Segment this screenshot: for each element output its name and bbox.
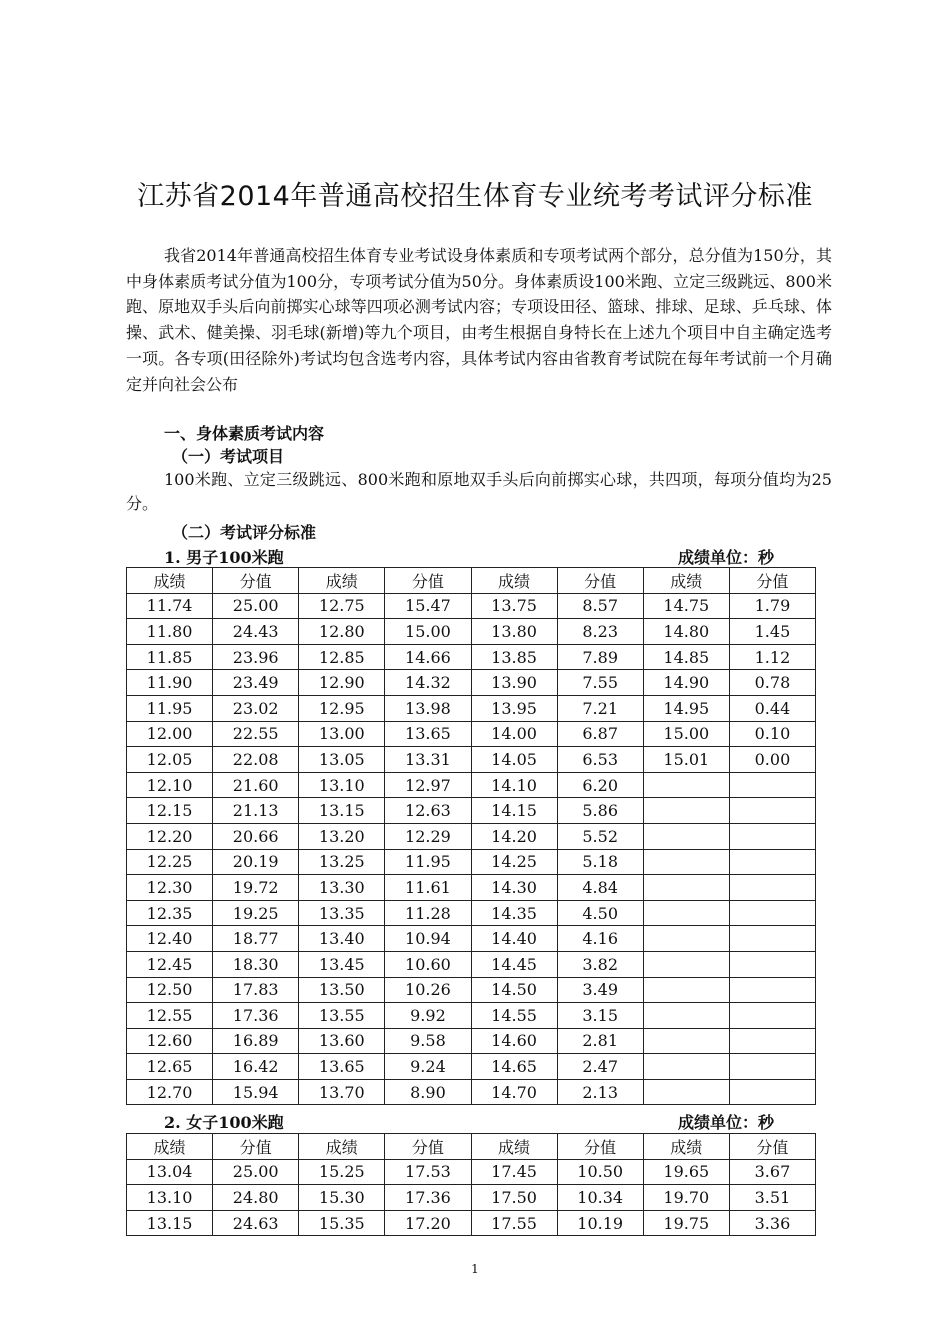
table-cell: 17.45	[471, 1159, 557, 1185]
table-cell: 22.08	[213, 747, 299, 773]
table-cell: 13.55	[299, 1003, 385, 1029]
table-cell: 13.30	[299, 875, 385, 901]
column-header: 分值	[213, 568, 299, 594]
table-cell: 24.80	[213, 1185, 299, 1211]
table-cell: 4.84	[557, 875, 643, 901]
table-cell	[643, 1003, 729, 1029]
table-cell	[643, 1054, 729, 1080]
table-row	[127, 619, 816, 645]
column-header: 成绩	[471, 1134, 557, 1160]
table-row	[127, 823, 816, 849]
subheading-scoring-standard: （二）考试评分标准	[172, 523, 317, 542]
table-cell: 12.85	[299, 644, 385, 670]
column-header: 分值	[557, 568, 643, 594]
table-cell: 12.35	[127, 900, 213, 926]
table-cell: 11.95	[385, 849, 471, 875]
table-cell: 19.70	[643, 1185, 729, 1211]
table-row	[127, 721, 816, 747]
table-row	[127, 875, 816, 901]
column-header: 成绩	[127, 568, 213, 594]
table-cell: 6.20	[557, 772, 643, 798]
table-row	[127, 670, 816, 696]
table-cell	[643, 900, 729, 926]
table-cell: 14.40	[471, 926, 557, 952]
subheading-exam-items: （一）考试项目	[172, 447, 285, 466]
table-cell: 14.32	[385, 670, 471, 696]
table-row	[127, 849, 816, 875]
column-header: 成绩	[127, 1134, 213, 1160]
table-cell: 14.55	[471, 1003, 557, 1029]
table-cell: 12.20	[127, 823, 213, 849]
table-cell: 7.55	[557, 670, 643, 696]
section-heading-physical: 一、身体素质考试内容	[164, 424, 325, 443]
table-cell: 0.00	[729, 747, 815, 773]
column-header: 成绩	[299, 1134, 385, 1160]
table-cell: 13.80	[471, 619, 557, 645]
table-cell: 12.00	[127, 721, 213, 747]
table-cell: 15.35	[299, 1210, 385, 1236]
column-header: 成绩	[471, 568, 557, 594]
table-cell: 15.47	[385, 593, 471, 619]
table-cell: 14.00	[471, 721, 557, 747]
table-cell: 14.60	[471, 1028, 557, 1054]
table-cell: 16.42	[213, 1054, 299, 1080]
table-row	[127, 772, 816, 798]
table-cell: 9.58	[385, 1028, 471, 1054]
table-cell	[643, 823, 729, 849]
table-cell: 3.49	[557, 977, 643, 1003]
table-cell: 8.90	[385, 1079, 471, 1105]
table-row	[127, 695, 816, 721]
column-header: 分值	[557, 1134, 643, 1160]
table-cell: 2.13	[557, 1079, 643, 1105]
table-cell: 12.65	[127, 1054, 213, 1080]
table-cell: 13.65	[299, 1054, 385, 1080]
table-cell: 11.74	[127, 593, 213, 619]
table-cell	[729, 900, 815, 926]
table-cell: 15.01	[643, 747, 729, 773]
column-header: 成绩	[299, 568, 385, 594]
table-cell: 15.30	[299, 1185, 385, 1211]
table-cell: 17.50	[471, 1185, 557, 1211]
table-cell: 1.79	[729, 593, 815, 619]
table-cell: 10.94	[385, 926, 471, 952]
table-cell: 13.45	[299, 951, 385, 977]
table-cell: 13.15	[127, 1210, 213, 1236]
table-cell	[643, 772, 729, 798]
table-cell: 14.66	[385, 644, 471, 670]
table-cell: 13.60	[299, 1028, 385, 1054]
table-cell: 14.65	[471, 1054, 557, 1080]
table-cell: 13.85	[471, 644, 557, 670]
table-cell: 1.12	[729, 644, 815, 670]
table-cell: 17.53	[385, 1159, 471, 1185]
table-cell: 12.10	[127, 772, 213, 798]
table-cell: 4.50	[557, 900, 643, 926]
table-cell: 3.82	[557, 951, 643, 977]
intro-paragraph: 我省2014年普通高校招生体育专业考试设身体素质和专项考试两个部分，总分值为150分，其中身体素质考试分值为100分，专项考试分值为50分。身体素质设100米跑、立定三级跳远、800米跑、原地双手头后向前掷实心球等四项必测考试内容；专项设田径、篮球、排球、足球、乒乓球、体操、武术、健美操、羽毛球(新增)等九个项目，由考生根据自身特长在上述九个项目中自主确定选考一项。各专项(田径除外)考试均包含选考内容，具体考试内容由省教育考试院在每年考试前一个月确定并向社会公布	[126, 246, 832, 394]
column-header: 分值	[729, 1134, 815, 1160]
table-cell: 0.44	[729, 695, 815, 721]
table-cell	[643, 926, 729, 952]
table-cell: 5.86	[557, 798, 643, 824]
column-header: 分值	[385, 1134, 471, 1160]
table-cell: 13.31	[385, 747, 471, 773]
table-cell: 8.57	[557, 593, 643, 619]
table-cell	[643, 977, 729, 1003]
table-cell	[729, 849, 815, 875]
table-row	[127, 1159, 816, 1185]
table-cell: 20.66	[213, 823, 299, 849]
table-cell: 9.92	[385, 1003, 471, 1029]
table-cell: 0.78	[729, 670, 815, 696]
table-cell: 14.30	[471, 875, 557, 901]
table-cell: 13.98	[385, 695, 471, 721]
table-row	[127, 593, 816, 619]
table-cell: 13.50	[299, 977, 385, 1003]
table-cell	[729, 1054, 815, 1080]
table-cell: 12.25	[127, 849, 213, 875]
table-cell: 12.95	[299, 695, 385, 721]
table-cell: 12.50	[127, 977, 213, 1003]
table-cell: 14.50	[471, 977, 557, 1003]
table-cell: 17.83	[213, 977, 299, 1003]
table-cell: 14.25	[471, 849, 557, 875]
table-cell: 12.29	[385, 823, 471, 849]
table-row	[127, 1079, 816, 1105]
table-cell: 11.80	[127, 619, 213, 645]
table-cell: 14.35	[471, 900, 557, 926]
table-cell: 17.36	[213, 1003, 299, 1029]
table-cell: 13.20	[299, 823, 385, 849]
table-cell: 3.36	[729, 1210, 815, 1236]
table-row	[127, 926, 816, 952]
table-row	[127, 951, 816, 977]
table-cell: 15.25	[299, 1159, 385, 1185]
table-cell: 4.16	[557, 926, 643, 952]
table-cell: 12.80	[299, 619, 385, 645]
table-cell: 17.20	[385, 1210, 471, 1236]
men-100m-title: 1. 男子100米跑	[164, 548, 284, 567]
table-cell: 10.34	[557, 1185, 643, 1211]
table-cell: 12.63	[385, 798, 471, 824]
table-cell: 14.10	[471, 772, 557, 798]
table-cell: 11.61	[385, 875, 471, 901]
women-100m-caption	[164, 1110, 774, 1133]
column-header: 成绩	[643, 1134, 729, 1160]
table-cell: 24.63	[213, 1210, 299, 1236]
table-cell: 14.95	[643, 695, 729, 721]
table-cell: 12.90	[299, 670, 385, 696]
table-row	[127, 977, 816, 1003]
table-cell: 7.21	[557, 695, 643, 721]
table-cell: 6.53	[557, 747, 643, 773]
table-cell: 13.15	[299, 798, 385, 824]
table-cell: 12.60	[127, 1028, 213, 1054]
table-cell: 3.15	[557, 1003, 643, 1029]
table-cell: 12.55	[127, 1003, 213, 1029]
table-row	[127, 747, 816, 773]
table-cell: 10.19	[557, 1210, 643, 1236]
table-cell: 21.13	[213, 798, 299, 824]
table-cell	[643, 798, 729, 824]
table-cell: 13.95	[471, 695, 557, 721]
table-row	[127, 798, 816, 824]
table-cell: 11.90	[127, 670, 213, 696]
table-cell: 12.15	[127, 798, 213, 824]
table-cell: 18.30	[213, 951, 299, 977]
table-cell: 23.96	[213, 644, 299, 670]
table-cell: 25.00	[213, 593, 299, 619]
table-cell: 14.85	[643, 644, 729, 670]
table-cell: 2.81	[557, 1028, 643, 1054]
page-title: 江苏省2014年普通高校招生体育专业统考考试评分标准	[137, 181, 813, 212]
table-cell: 18.77	[213, 926, 299, 952]
table-cell: 14.45	[471, 951, 557, 977]
table-cell: 3.51	[729, 1185, 815, 1211]
table-cell: 14.75	[643, 593, 729, 619]
table-cell: 19.65	[643, 1159, 729, 1185]
table-cell: 12.70	[127, 1079, 213, 1105]
table-cell: 25.00	[213, 1159, 299, 1185]
table-cell	[729, 951, 815, 977]
table-cell	[729, 926, 815, 952]
table-cell	[729, 772, 815, 798]
table-cell: 2.47	[557, 1054, 643, 1080]
table-cell: 14.80	[643, 619, 729, 645]
table-cell: 14.20	[471, 823, 557, 849]
table-cell	[729, 1003, 815, 1029]
table-header-row	[127, 568, 816, 594]
table-cell: 24.43	[213, 619, 299, 645]
table-cell: 12.05	[127, 747, 213, 773]
table-cell: 13.25	[299, 849, 385, 875]
table-cell: 11.28	[385, 900, 471, 926]
table-cell: 15.00	[643, 721, 729, 747]
table-cell: 14.05	[471, 747, 557, 773]
table-row	[127, 900, 816, 926]
men-100m-caption	[164, 545, 774, 568]
table-cell: 13.10	[127, 1185, 213, 1211]
table-cell: 15.00	[385, 619, 471, 645]
table-cell: 23.49	[213, 670, 299, 696]
table-cell: 9.24	[385, 1054, 471, 1080]
table-cell: 5.18	[557, 849, 643, 875]
table-cell: 13.65	[385, 721, 471, 747]
table-cell: 7.89	[557, 644, 643, 670]
table-cell: 21.60	[213, 772, 299, 798]
table-cell	[643, 1079, 729, 1105]
table-row	[127, 1210, 816, 1236]
table-cell: 13.75	[471, 593, 557, 619]
table-row	[127, 1028, 816, 1054]
table-cell: 14.70	[471, 1079, 557, 1105]
table-cell: 13.40	[299, 926, 385, 952]
table-cell: 14.90	[643, 670, 729, 696]
table-cell: 11.95	[127, 695, 213, 721]
women-100m-title: 2. 女子100米跑	[164, 1113, 284, 1132]
table-cell: 12.75	[299, 593, 385, 619]
column-header: 分值	[213, 1134, 299, 1160]
table-cell: 17.55	[471, 1210, 557, 1236]
table-cell: 0.10	[729, 721, 815, 747]
table-cell: 13.70	[299, 1079, 385, 1105]
column-header: 分值	[729, 568, 815, 594]
table-header-row	[127, 1134, 816, 1160]
table-cell	[643, 951, 729, 977]
table-cell: 22.55	[213, 721, 299, 747]
table-cell	[643, 1028, 729, 1054]
table-cell: 23.02	[213, 695, 299, 721]
column-header: 分值	[385, 568, 471, 594]
table-cell: 14.15	[471, 798, 557, 824]
table-cell: 6.87	[557, 721, 643, 747]
table-cell: 12.30	[127, 875, 213, 901]
table-row	[127, 1185, 816, 1211]
table-cell: 10.50	[557, 1159, 643, 1185]
men-100m-unit: 成绩单位：秒	[677, 548, 774, 567]
table-cell: 12.45	[127, 951, 213, 977]
table-row	[127, 1003, 816, 1029]
table-cell: 10.60	[385, 951, 471, 977]
table-cell	[729, 798, 815, 824]
table-cell	[729, 1028, 815, 1054]
exam-items-paragraph: 100米跑、立定三级跳远、800米跑和原地双手头后向前掷实心球，共四项，每项分值均为25分。	[126, 470, 832, 513]
table-cell: 13.04	[127, 1159, 213, 1185]
table-cell: 3.67	[729, 1159, 815, 1185]
table-cell: 13.00	[299, 721, 385, 747]
table-cell	[729, 875, 815, 901]
women-100m-table	[126, 1133, 816, 1236]
table-cell: 19.72	[213, 875, 299, 901]
table-cell: 8.23	[557, 619, 643, 645]
table-row	[127, 1054, 816, 1080]
table-cell	[643, 875, 729, 901]
table-cell: 15.94	[213, 1079, 299, 1105]
table-cell: 13.10	[299, 772, 385, 798]
table-cell: 13.35	[299, 900, 385, 926]
table-cell: 5.52	[557, 823, 643, 849]
table-cell	[729, 1079, 815, 1105]
table-cell	[643, 849, 729, 875]
table-cell: 19.75	[643, 1210, 729, 1236]
table-cell: 19.25	[213, 900, 299, 926]
table-cell: 13.05	[299, 747, 385, 773]
page-number: 1	[471, 1262, 479, 1276]
table-cell: 12.97	[385, 772, 471, 798]
table-row	[127, 644, 816, 670]
table-cell: 13.90	[471, 670, 557, 696]
table-cell: 20.19	[213, 849, 299, 875]
column-header: 成绩	[643, 568, 729, 594]
table-cell: 17.36	[385, 1185, 471, 1211]
table-cell	[729, 823, 815, 849]
men-100m-table	[126, 567, 816, 1105]
table-cell: 1.45	[729, 619, 815, 645]
table-cell: 10.26	[385, 977, 471, 1003]
table-cell: 11.85	[127, 644, 213, 670]
table-cell	[729, 977, 815, 1003]
women-100m-unit: 成绩单位：秒	[677, 1113, 774, 1132]
table-cell: 16.89	[213, 1028, 299, 1054]
table-cell: 12.40	[127, 926, 213, 952]
